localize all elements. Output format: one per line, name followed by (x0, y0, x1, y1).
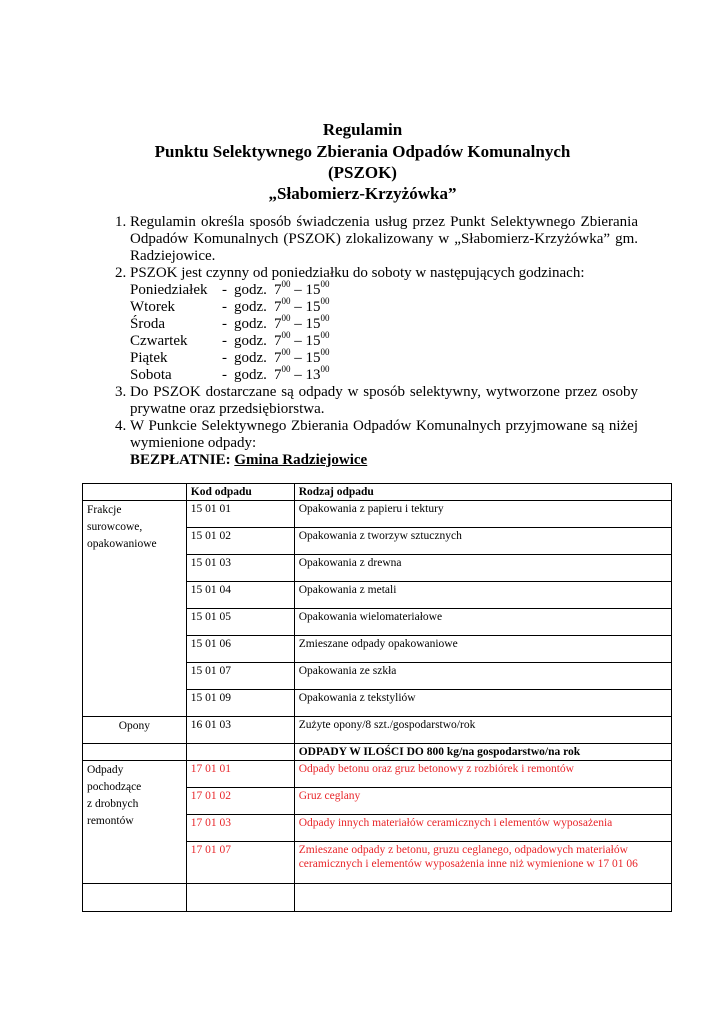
table-row (83, 761, 672, 788)
header-type: Rodzaj odpadu (294, 484, 671, 501)
waste-code: 15 01 02 (186, 528, 294, 555)
waste-code: 17 01 07 (186, 842, 294, 884)
hours-row: Sobota - godz. $7^{00} - 13^{00}$ (130, 364, 330, 383)
table-row (83, 884, 672, 912)
free-of-charge-line: BEZPŁATNIE: Gmina Radziejowice (130, 452, 368, 468)
waste-type: Zużyte opony/8 szt./gospodarstwo/rok (294, 717, 671, 744)
waste-code: 17 01 03 (186, 815, 294, 842)
waste-type: Opakowania ze szkła (294, 663, 671, 690)
doc-title: Regulamin (322, 120, 403, 139)
regulation-item-3: 3. Do PSZOK dostarczane są odpady w sposób selektywny, wytworzone przez osoby prywatne oraz przedsiębiorstwa. (130, 384, 638, 418)
hours-row: Czwartek - godz. $7^{00} - 15^{00}$ (130, 330, 330, 349)
limit-note: ODPADY W ILOŚCI DO 800 kg/na gospodarstwo/na rok (294, 744, 671, 761)
waste-code: 17 01 02 (186, 788, 294, 815)
group-tires-label: Opony (83, 717, 187, 744)
group-packaging-label: Frakcje surowcowe, opakowaniowe (83, 501, 187, 717)
table-header-row (83, 484, 672, 501)
waste-type: Zmieszane odpady z betonu, gruzu ceglanego, odpadowych materiałów ceramicznych i elementów wyposażenia inne niż wymienione w 17 01 06 (294, 842, 671, 884)
hours-row: Poniedziałek - godz. $7^{00} - 15^{00}$ (130, 279, 330, 298)
waste-table (82, 483, 672, 912)
waste-code: 15 01 05 (186, 609, 294, 636)
waste-type: Gruz ceglany (294, 788, 671, 815)
header-empty (83, 484, 187, 501)
opening-hours (130, 279, 350, 384)
waste-code: 15 01 06 (186, 636, 294, 663)
table-row (83, 744, 672, 761)
regulation-item-1: 1. Regulamin określa sposób świadczenia usług przez Punkt Selektywnego Zbierania Odpadów Komunalnych (PSZOK) zlokalizowany w „Słabomierz-Krzyżówka” gm. Radziejowice. (130, 214, 638, 265)
regulation-item-2: 2. PSZOK jest czynny od poniedziałku do soboty w następujących godzinach: Poniedziałek - godz. $7^{00} - 15^{00}$ Wtorek - godz. $7^{00} - 15^{00}$ Środa - godz. $7^{00} - 15^{00}$ Czwartek - godz. $7^{00} - 15^{00}$ Piątek - godz. $7^{00} - 15^{00}$ Sobota - godz. $7^{00} - 13^{00}$ (130, 265, 638, 384)
waste-code: 15 01 04 (186, 582, 294, 609)
regulation-body (108, 214, 638, 469)
waste-type: Opakowania z drewna (294, 555, 671, 582)
waste-type: Opakowania wielomateriałowe (294, 609, 671, 636)
waste-type: Opakowania z metali (294, 582, 671, 609)
hours-row: Środa - godz. $7^{00} - 15^{00}$ (130, 313, 330, 332)
regulation-list (108, 214, 638, 469)
table-row (83, 501, 672, 528)
waste-type: Opakowania z tekstyliów (294, 690, 671, 717)
waste-type: Zmieszane odpady opakowaniowe (294, 636, 671, 663)
waste-code: 16 01 03 (186, 717, 294, 744)
doc-location: „Słabomierz-Krzyżówka” (268, 184, 457, 203)
doc-subtitle: Punktu Selektywnego Zbierania Odpadów Komunalnych (154, 142, 571, 161)
hours-row: Wtorek - godz. $7^{00} - 15^{00}$ (130, 296, 330, 315)
header-code: Kod odpadu (186, 484, 294, 501)
waste-code: 17 01 01 (186, 761, 294, 788)
doc-acronym: (PSZOK) (328, 163, 397, 182)
table-row (83, 717, 672, 744)
waste-type: Odpady betonu oraz gruz betonowy z rozbiórek i remontów (294, 761, 671, 788)
regulation-item-4: 4. W Punkcie Selektywnego Zbierania Odpadów Komunalnych przyjmowane są niżej wymienione odpady: BEZPŁATNIE: Gmina Radziejowice (130, 418, 638, 469)
municipality-name: Gmina Radziejowice (234, 452, 368, 468)
group-renovation-label: Odpady pochodzące z drobnych remontów (83, 761, 187, 884)
waste-type: Opakowania z papieru i tektury (294, 501, 671, 528)
waste-type: Opakowania z tworzyw sztucznych (294, 528, 671, 555)
waste-code: 15 01 09 (186, 690, 294, 717)
hours-row: Piątek - godz. $7^{00} - 15^{00}$ (130, 347, 330, 366)
waste-code: 15 01 01 (186, 501, 294, 528)
waste-code: 15 01 03 (186, 555, 294, 582)
waste-code: 15 01 07 (186, 663, 294, 690)
waste-type: Odpady innych materiałów ceramicznych i elementów wyposażenia (294, 815, 671, 842)
